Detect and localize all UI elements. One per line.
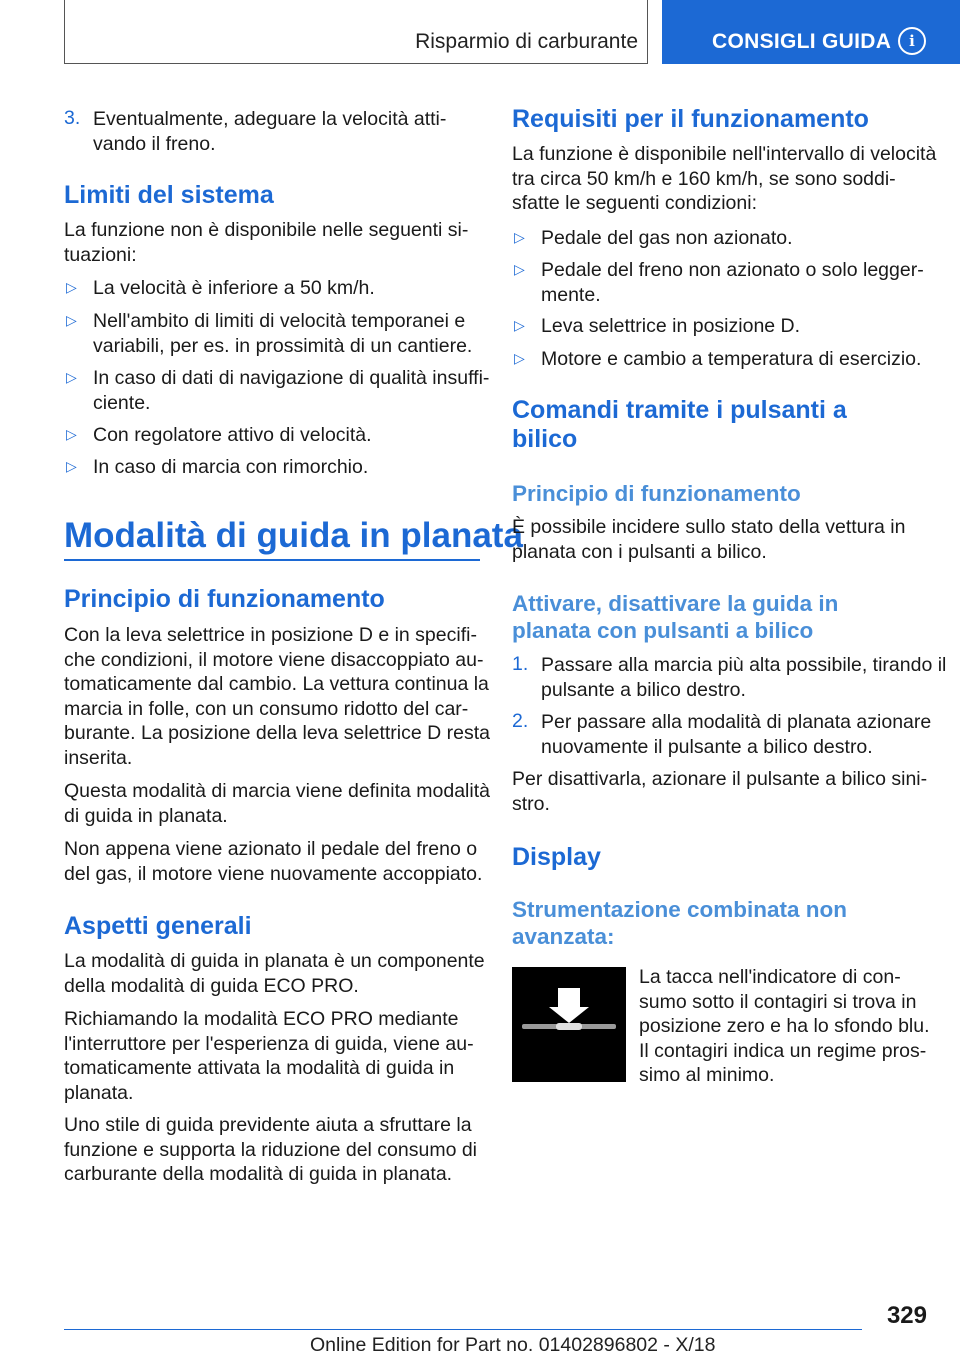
paragraph: Uno stile di guida previdente aiuta a sfruttare la funzione e supporta la riduzione del consumo di carburante della modalità di guida in planata. xyxy=(64,1114,478,1185)
header-tab[interactable] xyxy=(662,0,960,64)
section-heading: Display xyxy=(512,843,601,871)
list-item: In caso di marcia con rimorchio. xyxy=(93,456,369,478)
bullet-icon: ▷ xyxy=(514,261,525,277)
step-text: Per passare alla modalità di planata azionare nuovamente il pulsante a bilico destro. xyxy=(541,711,932,758)
info-icon[interactable]: i xyxy=(898,27,926,55)
step-text: Passare alla marcia più alta possibile, tirando il pulsante a bilico destro. xyxy=(541,654,947,701)
bullet-icon: ▷ xyxy=(66,369,77,385)
bullet-icon: ▷ xyxy=(66,426,77,442)
instrument-cluster-image xyxy=(512,967,626,1082)
subsection-heading: Strumentazione combinata non avanzata: xyxy=(512,897,848,949)
list-item: In caso di dati di navigazione di qualità insuffi‐ ciente. xyxy=(93,367,490,414)
page-number: 329 xyxy=(886,1302,927,1329)
list-item: Nell'ambito di limiti di velocità temporanei e variabili, per es. in prossimità di un cantiere. xyxy=(93,310,473,357)
paragraph: La tacca nell'indicatore di con‐ sumo sotto il contagiri si trova in posizione zero e ha lo sfondo blu. Il contagiri indica un regime pros‐ simo al minimo. xyxy=(639,966,930,1086)
list-item: La velocità è inferiore a 50 km/h. xyxy=(93,277,375,299)
paragraph: Non appena viene azionato il pedale del freno o del gas, il motore viene nuovamente accoppiato. xyxy=(64,838,483,885)
subsection-heading: Attivare, disattivare la guida in planata con pulsanti a bilico xyxy=(512,591,839,643)
list-item: Leva selettrice in posizione D. xyxy=(541,315,801,337)
subsection-heading: Principio di funzionamento xyxy=(512,481,801,506)
paragraph: La modalità di guida in planata è un componente della modalità di guida ECO PRO. xyxy=(64,950,485,997)
paragraph: La funzione non è disponibile nelle seguenti si‐ tuazioni: xyxy=(64,219,469,266)
bullet-icon: ▷ xyxy=(514,350,525,366)
bullet-icon: ▷ xyxy=(66,458,77,474)
list-item: Con regolatore attivo di velocità. xyxy=(93,424,372,446)
bullet-icon: ▷ xyxy=(514,317,525,333)
section-heading: Limiti del sistema xyxy=(64,181,274,209)
header-section-title: Risparmio di carburante xyxy=(415,30,638,53)
paragraph: Con la leva selettrice in posizione D e in specifi‐ che condizioni, il motore viene disaccoppiato au‐ tomaticamente dal cambio. La vettura continua la marcia in folle, con un consumo ridotto del car‐ burante. La posizione della leva selettrice D resta inserita. xyxy=(64,624,490,769)
step-number: 1. xyxy=(512,653,529,675)
bullet-icon: ▷ xyxy=(514,229,525,245)
paragraph: Richiamando la modalità ECO PRO mediante l'interruttore per l'esperienza di guida, viene au‐ tomaticamente attivata la modalità di guida in planata. xyxy=(64,1008,474,1104)
paragraph: La funzione è disponibile nell'intervallo di velocità tra circa 50 km/h e 160 km/h, se sono soddi‐ sfatte le seguenti condizioni: xyxy=(512,143,937,214)
header-tab-label: CONSIGLI GUIDA xyxy=(712,30,892,53)
section-heading: Requisiti per il funzionamento xyxy=(512,105,869,133)
paragraph: Questa modalità di marcia viene definita modalità di guida in planata. xyxy=(64,780,490,827)
list-item: Pedale del freno non azionato o solo legger‐ mente. xyxy=(541,259,924,306)
bullet-icon: ▷ xyxy=(66,279,77,295)
bullet-icon: ▷ xyxy=(66,312,77,328)
paragraph: È possibile incidere sullo stato della vettura in planata con i pulsanti a bilico. xyxy=(512,516,906,563)
step-number: 2. xyxy=(512,710,529,732)
section-heading: Aspetti generali xyxy=(64,912,252,940)
step-number: 3. xyxy=(64,107,81,129)
chapter-rule xyxy=(64,559,480,561)
list-item: Pedale del gas non azionato. xyxy=(541,227,793,249)
step-text: Eventualmente, adeguare la velocità atti‐ vando il freno. xyxy=(93,108,447,155)
section-heading: Comandi tramite i pulsanti a bilico xyxy=(512,396,847,453)
paragraph: Per disattivarla, azionare il pulsante a bilico sini‐ stro. xyxy=(512,768,928,815)
section-heading: Principio di funzionamento xyxy=(64,585,385,613)
footer-rule xyxy=(64,1329,862,1330)
footer-edition: Online Edition for Part no. 01402896802 - X/18 xyxy=(310,1334,716,1356)
down-arrow-icon xyxy=(512,967,626,1082)
chapter-heading: Modalità di guida in planata xyxy=(64,516,523,555)
list-item: Motore e cambio a temperatura di esercizio. xyxy=(541,348,922,370)
